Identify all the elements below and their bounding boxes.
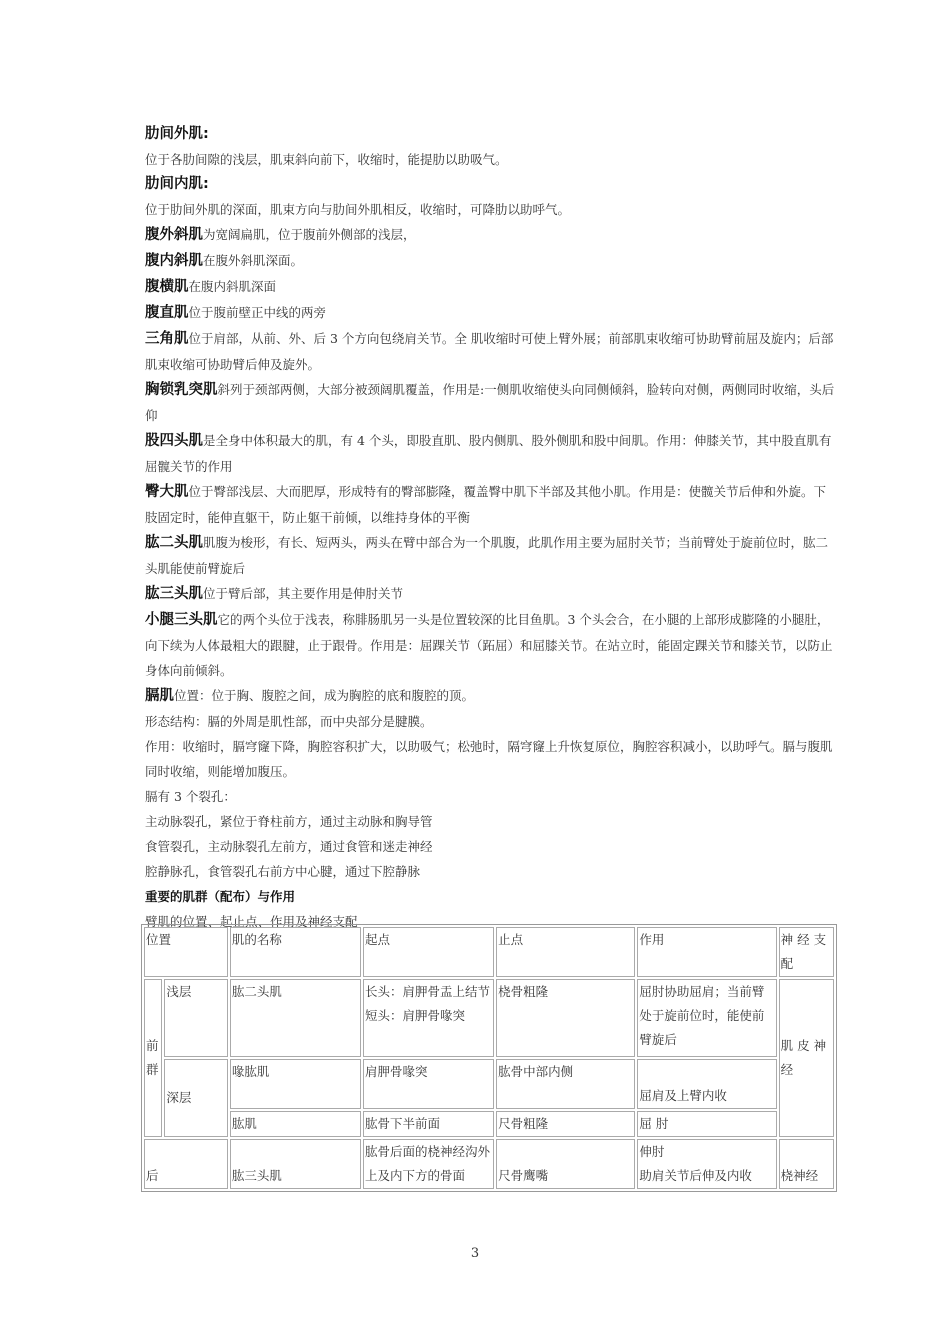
term: 腹直肌 [145, 305, 189, 321]
description: 位于腹前壁正中线的两旁 [188, 305, 327, 320]
cell-insertion: 桡骨粗隆 [496, 979, 635, 1057]
description: 位于肩部，从前、外、后 3 个方向包绕肩关节。全 肌收缩时可使上臂外展；前部肌束收缩可协助臂前屈及旋内；后部肌束收缩可协助臂后伸及旋外。 [145, 331, 834, 372]
paragraph-internal-oblique [145, 248, 835, 274]
text-esophageal-hiatus: 食管裂孔，主动脉裂孔左前方，通过食管和迷走神经 [145, 839, 433, 854]
section-title: 重要的肌群（配布）与作用 [145, 889, 296, 904]
header-insertion: 止点 [496, 927, 635, 977]
description: 肌腹为梭形，有长、短两头，两头在臂中部合为一个肌腹，此肌作用主要为屈肘关节；当前臂处于旋前位时，肱二头肌能使前臂旋后 [145, 535, 829, 576]
table-header-row [144, 927, 834, 977]
heading-intercostal-external: 肋间外肌: [145, 126, 209, 142]
cell-name: 肱肌 [230, 1111, 361, 1137]
description: 在腹外斜肌深面。 [203, 253, 304, 268]
description: 它的两个头位于浅表，称腓肠肌另一头是位置较深的比目鱼肌。3 个头会合，在小腿的上部形成膨隆的小腿肚，向下续为人体最粗大的跟腱，止于跟骨。作用是：屈踝关节（跖屈）和屈膝关节。在站立时，能固定踝关节和膝关节，以防止身体向前倾斜。 [145, 612, 833, 678]
description: 是全身中体积最大的肌，有 4 个头，即股直肌、股内侧肌、股外侧肌和股中间肌。作用：伸膝关节，其中股直肌有屈髋关节的作用 [145, 433, 832, 474]
paragraph-scm [145, 377, 835, 428]
arm-muscle-table [141, 924, 837, 1192]
text-caval-foramen: 腔静脉孔，食管裂孔右前方中心腱，通过下腔静脉 [145, 864, 421, 879]
term: 肱二头肌 [145, 535, 203, 551]
header-nerve: 神 经 支配 [779, 927, 834, 977]
page-number: 3 [470, 1246, 480, 1261]
cell-insertion: 尺骨粗隆 [496, 1111, 635, 1137]
cell-nerve: 肌 皮 神经 [779, 979, 834, 1137]
term: 腹内斜肌 [145, 253, 203, 269]
description: 位于臂后部，其主要作用是伸肘关节 [203, 586, 404, 601]
paragraph-triceps-surae [145, 607, 835, 683]
cell-origin: 肱骨后面的桡神经沟外上及内下方的骨面 [363, 1139, 494, 1189]
paragraph-gluteus [145, 479, 835, 530]
paragraph-biceps [145, 530, 835, 581]
paragraph-triceps [145, 581, 835, 607]
paragraph-diaphragm [145, 683, 835, 709]
cell-front-group: 前群 [144, 979, 162, 1137]
description: 斜列于颈部两侧，大部分被颈阔肌覆盖，作用是:一侧肌收缩使头向同侧倾斜，脸转向对侧，两侧同时收缩，头后仰 [145, 382, 835, 423]
paragraph-rectus [145, 300, 835, 326]
cell-nerve: 桡神经 [779, 1139, 834, 1189]
text-diaphragm-action: 作用：收缩时，膈穹窿下降，胸腔容积扩大，以助吸气；松弛时，隔穹窿上升恢复原位，胸腔容积减小，以助呼气。膈与腹肌同时收缩，则能增加腹压。 [145, 739, 833, 779]
description: 为宽阔扁肌，位于腹前外侧部的浅层， [203, 227, 416, 242]
term: 肱三头肌 [145, 586, 203, 602]
text-aortic-hiatus: 主动脉裂孔，紧位于脊柱前方，通过主动脉和胸导管 [145, 814, 433, 829]
table-caption: 臂肌的位置、起止点、作用及神经支配 [145, 914, 358, 929]
paragraph-transversus [145, 274, 835, 300]
header-origin: 起点 [363, 927, 494, 977]
table-row [144, 979, 834, 1057]
table-row [144, 1059, 834, 1109]
header-position: 位置 [144, 927, 228, 977]
cell-insertion: 肱骨中部内侧 [496, 1059, 635, 1109]
cell-action: 屈肘协助屈肩；当前臂处于旋前位时，能使前臂旋后 [637, 979, 776, 1057]
cell-origin: 肱骨下半前面 [363, 1111, 494, 1137]
header-action: 作用 [637, 927, 776, 977]
cell-action: 屈肩及上臂内收 [637, 1059, 776, 1109]
text-diaphragm-structure: 形态结构：膈的外周是肌性部，而中央部分是腱膜。 [145, 714, 433, 729]
term: 胸锁乳突肌 [145, 382, 218, 398]
term: 股四头肌 [145, 433, 203, 449]
cell-deep: 深层 [164, 1059, 227, 1137]
paragraph-deltoid [145, 326, 835, 377]
cell-origin: 长头：肩胛骨盂上结节 短头：肩胛骨喙突 [363, 979, 494, 1057]
document-body [145, 122, 835, 934]
table-row [144, 1111, 834, 1137]
cell-name: 喙肱肌 [230, 1059, 361, 1109]
cell-back-group: 后 [144, 1139, 228, 1189]
cell-name: 肱二头肌 [230, 979, 361, 1057]
description: 位置：位于胸、腹腔之间，成为胸腔的底和腹腔的顶。 [174, 688, 475, 703]
cell-origin: 肩胛骨喙突 [363, 1059, 494, 1109]
description: 位于臀部浅层、大而肥厚，形成特有的臀部膨隆，覆盖臀中肌下半部及其他小肌。作用是：使髋关节后伸和外旋。下肢固定时，能伸直躯干，防止躯干前倾，以维持身体的平衡 [145, 484, 827, 525]
term: 腹外斜肌 [145, 227, 203, 243]
text-intercostal-internal: 位于肋间外肌的深面，肌束方向与肋间外肌相反，收缩时，可降肋以助呼气。 [145, 202, 571, 217]
text-intercostal-external: 位于各肋间隙的浅层，肌束斜向前下，收缩时，能提肋以助吸气。 [145, 152, 508, 167]
cell-action: 伸肘 助肩关节后伸及内收 [637, 1139, 776, 1189]
term: 臀大肌 [145, 484, 189, 500]
description: 在腹内斜肌深面 [188, 279, 277, 294]
paragraph-external-oblique [145, 222, 835, 248]
table-row [144, 1139, 834, 1189]
heading-intercostal-internal: 肋间内肌: [145, 176, 209, 192]
term: 膈肌 [145, 688, 174, 704]
cell-name: 肱三头肌 [230, 1139, 361, 1189]
cell-insertion: 尺骨鹰嘴 [496, 1139, 635, 1189]
term: 腹横肌 [145, 279, 189, 295]
header-name: 肌的名称 [230, 927, 361, 977]
text-diaphragm-hiatus: 膈有 3 个裂孔： [145, 789, 236, 804]
paragraph-quadriceps [145, 428, 835, 479]
term: 三角肌 [145, 331, 189, 347]
cell-superficial: 浅层 [164, 979, 227, 1057]
cell-action: 屈 肘 [637, 1111, 776, 1137]
term: 小腿三头肌 [145, 612, 218, 628]
